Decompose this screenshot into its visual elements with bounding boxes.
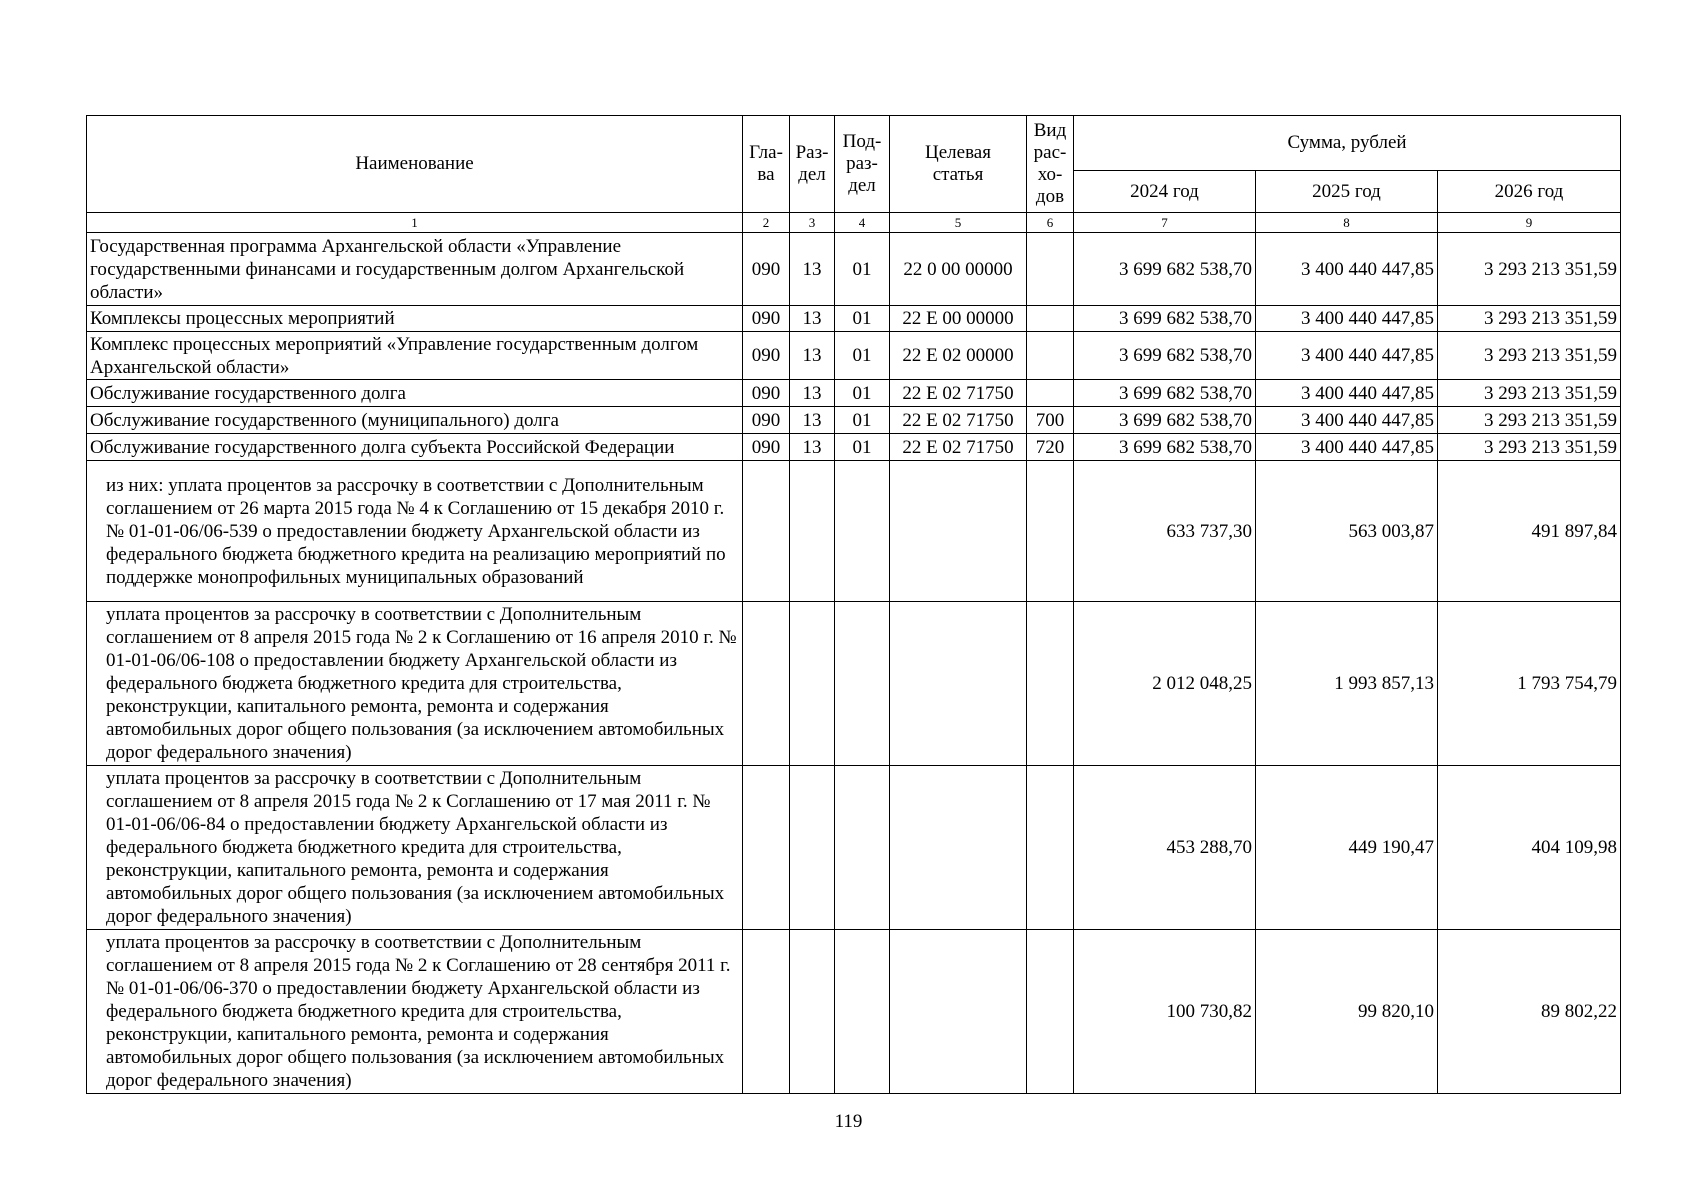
cell-sum-2024: 3 699 682 538,70: [1074, 407, 1256, 434]
column-number: 6: [1027, 213, 1074, 233]
cell-glava: 090: [743, 306, 790, 332]
table-row: [87, 380, 1621, 407]
cell-glava: 090: [743, 407, 790, 434]
cell-sum-2025: 3 400 440 447,85: [1256, 332, 1438, 380]
header-podrazdel: Под- раз- дел: [835, 116, 890, 213]
cell-target: 22 Е 02 71750: [890, 407, 1027, 434]
header-vid: Вид рас- хо- дов: [1027, 116, 1074, 213]
cell-podrazdel: 01: [835, 407, 890, 434]
column-number: 7: [1074, 213, 1256, 233]
cell-glava: 090: [743, 380, 790, 407]
cell-target: 22 Е 02 71750: [890, 380, 1027, 407]
cell-target: 22 Е 02 00000: [890, 332, 1027, 380]
cell-sum-2026: 3 293 213 351,59: [1438, 380, 1621, 407]
cell-vid: [1027, 602, 1074, 766]
cell-glava: 090: [743, 233, 790, 306]
cell-name: уплата процентов за рассрочку в соответствии с Дополнительным соглашением от 8 апреля 2015 года № 2 к Соглашению от 28 сентября 2011 г. № 01-01-06/06-370 о предоставлении бюджету Архангельской области из федерального бюджета бюджетного кредита для строительства, реконструкции, капитального ремонта, ремонта и содержания автомобильных дорог общего пользования (за исключением автомобильных дорог федерального значения): [87, 930, 743, 1094]
cell-sum-2026: 3 293 213 351,59: [1438, 332, 1621, 380]
cell-razdel: 13: [790, 306, 835, 332]
column-number: 3: [790, 213, 835, 233]
header-year-2025: 2025 год: [1256, 171, 1438, 213]
cell-sum-2026: 3 293 213 351,59: [1438, 407, 1621, 434]
cell-sum-2026: 89 802,22: [1438, 930, 1621, 1094]
cell-glava: [743, 602, 790, 766]
cell-razdel: 13: [790, 332, 835, 380]
cell-podrazdel: [835, 930, 890, 1094]
cell-target: [890, 766, 1027, 930]
cell-sum-2025: 449 190,47: [1256, 766, 1438, 930]
table-header: [87, 116, 1621, 233]
cell-sum-2024: 453 288,70: [1074, 766, 1256, 930]
cell-podrazdel: 01: [835, 332, 890, 380]
cell-podrazdel: 01: [835, 306, 890, 332]
cell-name: Комплекс процессных мероприятий «Управление государственным долгом Архангельской области»: [87, 332, 743, 380]
header-razdel: Раз- дел: [790, 116, 835, 213]
cell-target: 22 Е 02 71750: [890, 434, 1027, 461]
header-year-2024: 2024 год: [1074, 171, 1256, 213]
cell-sum-2024: 2 012 048,25: [1074, 602, 1256, 766]
cell-glava: [743, 461, 790, 602]
cell-podrazdel: 01: [835, 233, 890, 306]
column-number: 9: [1438, 213, 1621, 233]
table-row: [87, 306, 1621, 332]
cell-razdel: [790, 602, 835, 766]
table-row: [87, 602, 1621, 766]
table-row: [87, 766, 1621, 930]
cell-podrazdel: 01: [835, 380, 890, 407]
cell-sum-2024: 3 699 682 538,70: [1074, 306, 1256, 332]
budget-table: [86, 115, 1621, 1094]
cell-name: Обслуживание государственного долга: [87, 380, 743, 407]
cell-vid: [1027, 930, 1074, 1094]
cell-vid: [1027, 233, 1074, 306]
cell-razdel: [790, 766, 835, 930]
cell-target: [890, 461, 1027, 602]
table-row: [87, 434, 1621, 461]
cell-razdel: [790, 930, 835, 1094]
cell-target: [890, 930, 1027, 1094]
cell-vid: [1027, 332, 1074, 380]
cell-razdel: 13: [790, 407, 835, 434]
cell-vid: [1027, 380, 1074, 407]
cell-glava: 090: [743, 332, 790, 380]
cell-razdel: 13: [790, 434, 835, 461]
cell-sum-2025: 3 400 440 447,85: [1256, 233, 1438, 306]
cell-sum-2026: 1 793 754,79: [1438, 602, 1621, 766]
cell-sum-2024: 3 699 682 538,70: [1074, 434, 1256, 461]
table-row: [87, 930, 1621, 1094]
cell-name: уплата процентов за рассрочку в соответствии с Дополнительным соглашением от 8 апреля 2015 года № 2 к Соглашению от 16 апреля 2010 г. № 01-01-06/06-108 о предоставлении бюджету Архангельской области из федерального бюджета бюджетного кредита для строительства, реконструкции, капитального ремонта, ремонта и содержания автомобильных дорог общего пользования (за исключением автомобильных дорог федерального значения): [87, 602, 743, 766]
cell-sum-2025: 3 400 440 447,85: [1256, 306, 1438, 332]
column-number: 4: [835, 213, 890, 233]
cell-sum-2024: 633 737,30: [1074, 461, 1256, 602]
cell-sum-2026: 3 293 213 351,59: [1438, 434, 1621, 461]
cell-sum-2025: 3 400 440 447,85: [1256, 434, 1438, 461]
cell-name: Обслуживание государственного (муниципального) долга: [87, 407, 743, 434]
cell-name: Государственная программа Архангельской области «Управление государственными финансами и государственным долгом Архангельской области»: [87, 233, 743, 306]
cell-sum-2026: 491 897,84: [1438, 461, 1621, 602]
cell-glava: 090: [743, 434, 790, 461]
cell-vid: 720: [1027, 434, 1074, 461]
header-name: Наименование: [87, 116, 743, 213]
cell-sum-2026: 3 293 213 351,59: [1438, 306, 1621, 332]
cell-podrazdel: [835, 766, 890, 930]
cell-vid: 700: [1027, 407, 1074, 434]
cell-podrazdel: [835, 461, 890, 602]
cell-vid: [1027, 306, 1074, 332]
cell-sum-2024: 3 699 682 538,70: [1074, 332, 1256, 380]
cell-glava: [743, 766, 790, 930]
cell-sum-2024: 3 699 682 538,70: [1074, 233, 1256, 306]
cell-sum-2026: 404 109,98: [1438, 766, 1621, 930]
cell-glava: [743, 930, 790, 1094]
cell-name: из них: уплата процентов за рассрочку в соответствии с Дополнительным соглашением от 26 марта 2015 года № 4 к Соглашению от 15 декабря 2010 г. № 01-01-06/06-539 о предоставлении бюджету Архангельской области из федерального бюджета бюджетного кредита на реализацию мероприятий по поддержке монопрофильных муниципальных образований: [87, 461, 743, 602]
cell-name: Обслуживание государственного долга субъекта Российской Федерации: [87, 434, 743, 461]
column-number: 2: [743, 213, 790, 233]
cell-sum-2024: 3 699 682 538,70: [1074, 380, 1256, 407]
header-target: Целевая статья: [890, 116, 1027, 213]
column-number: 5: [890, 213, 1027, 233]
cell-target: 22 Е 00 00000: [890, 306, 1027, 332]
cell-vid: [1027, 461, 1074, 602]
cell-sum-2025: 563 003,87: [1256, 461, 1438, 602]
header-sum: Сумма, рублей: [1074, 116, 1621, 171]
cell-sum-2025: 99 820,10: [1256, 930, 1438, 1094]
table-row: [87, 233, 1621, 306]
page-number: 119: [834, 1111, 863, 1132]
column-number: 8: [1256, 213, 1438, 233]
cell-sum-2025: 3 400 440 447,85: [1256, 407, 1438, 434]
table-row: [87, 407, 1621, 434]
column-numbers-row: [87, 213, 1621, 233]
cell-razdel: 13: [790, 233, 835, 306]
header-glava: Гла- ва: [743, 116, 790, 213]
cell-razdel: 13: [790, 380, 835, 407]
table-row: [87, 332, 1621, 380]
cell-name: уплата процентов за рассрочку в соответствии с Дополнительным соглашением от 8 апреля 2015 года № 2 к Соглашению от 17 мая 2011 г. № 01-01-06/06-84 о предоставлении бюджету Архангельской области из федерального бюджета бюджетного кредита для строительства, реконструкции, капитального ремонта, ремонта и содержания автомобильных дорог общего пользования (за исключением автомобильных дорог федерального значения): [87, 766, 743, 930]
column-number: 1: [87, 213, 743, 233]
cell-sum-2024: 100 730,82: [1074, 930, 1256, 1094]
cell-sum-2026: 3 293 213 351,59: [1438, 233, 1621, 306]
cell-name: Комплексы процессных мероприятий: [87, 306, 743, 332]
cell-sum-2025: 3 400 440 447,85: [1256, 380, 1438, 407]
cell-podrazdel: [835, 602, 890, 766]
table-body: [87, 233, 1621, 1094]
cell-razdel: [790, 461, 835, 602]
cell-target: 22 0 00 00000: [890, 233, 1027, 306]
cell-vid: [1027, 766, 1074, 930]
cell-target: [890, 602, 1027, 766]
cell-podrazdel: 01: [835, 434, 890, 461]
cell-sum-2025: 1 993 857,13: [1256, 602, 1438, 766]
header-year-2026: 2026 год: [1438, 171, 1621, 213]
table-row: [87, 461, 1621, 602]
